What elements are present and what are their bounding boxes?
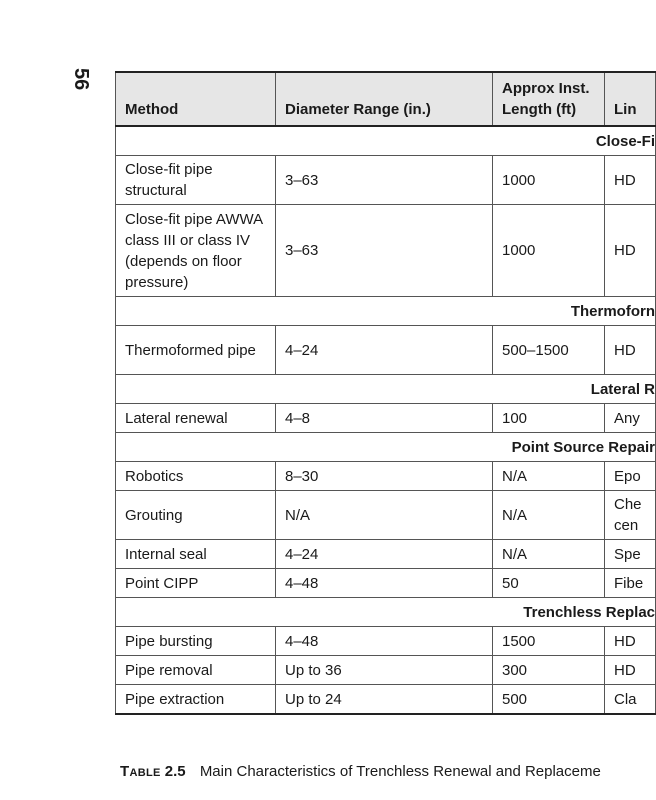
header-method: Method	[116, 72, 276, 126]
cell-method: Robotics	[116, 462, 276, 491]
table-row	[116, 205, 656, 297]
cell-length: N/A	[493, 462, 605, 491]
table-row	[116, 462, 656, 491]
table-row	[116, 326, 656, 375]
cell-length: 300	[493, 656, 605, 685]
cell-liner: HD	[605, 156, 656, 205]
header-approx-length: Approx Inst. Length (ft)	[493, 72, 605, 126]
cell-length: 500	[493, 685, 605, 715]
caption-text: Main Characteristics of Trenchless Renewal and Replaceme	[199, 763, 601, 780]
cell-liner: HD	[605, 205, 656, 297]
cell-length: N/A	[493, 540, 605, 569]
cell-liner: Fibe	[605, 569, 656, 598]
cell-liner: Any	[605, 404, 656, 433]
cell-diameter: 4–24	[276, 326, 493, 375]
table-row	[116, 156, 656, 205]
cell-liner: Spe	[605, 540, 656, 569]
table-row	[116, 569, 656, 598]
cell-liner: HD	[605, 627, 656, 656]
caption-number: 2.5	[164, 763, 186, 780]
table-row	[116, 627, 656, 656]
table-row	[116, 656, 656, 685]
section-row	[116, 598, 656, 627]
table-row	[116, 540, 656, 569]
cell-length: 1000	[493, 156, 605, 205]
cell-method: Internal seal	[116, 540, 276, 569]
cell-diameter: 3–63	[276, 205, 493, 297]
cell-diameter: Up to 24	[276, 685, 493, 715]
section-row	[116, 375, 656, 404]
page-number: 56	[70, 68, 92, 91]
cell-method: Close-fit pipe AWWA class III or class IV (depends on floor pressure)	[116, 205, 276, 297]
cell-length: 50	[493, 569, 605, 598]
cell-method: Grouting	[116, 491, 276, 540]
cell-liner: HD	[605, 656, 656, 685]
section-row	[116, 297, 656, 326]
table-row	[116, 491, 656, 540]
cell-diameter: 4–48	[276, 627, 493, 656]
header-liner: Lin	[605, 72, 656, 126]
cell-method: Close-fit pipe structural	[116, 156, 276, 205]
cell-method: Point CIPP	[116, 569, 276, 598]
cell-length: 500–1500	[493, 326, 605, 375]
cell-diameter: 4–24	[276, 540, 493, 569]
section-title: Lateral R	[116, 375, 656, 404]
cell-diameter: N/A	[276, 491, 493, 540]
caption-label: Table	[120, 763, 161, 780]
table-body	[116, 126, 656, 714]
cell-diameter: 4–8	[276, 404, 493, 433]
cell-liner: Che cen	[605, 491, 656, 540]
cell-diameter: 4–48	[276, 569, 493, 598]
cell-diameter: 3–63	[276, 156, 493, 205]
header-diameter-range: Diameter Range (in.)	[276, 72, 493, 126]
section-title: Close-Fi	[116, 126, 656, 156]
section-row	[116, 433, 656, 462]
cell-liner: HD	[605, 326, 656, 375]
characteristics-table	[115, 71, 655, 715]
table-header-row	[116, 72, 656, 126]
cell-length: 1000	[493, 205, 605, 297]
table-row	[116, 404, 656, 433]
section-title: Trenchless Replac	[116, 598, 656, 627]
cell-method: Pipe removal	[116, 656, 276, 685]
cell-length: 100	[493, 404, 605, 433]
section-title: Thermoforn	[116, 297, 656, 326]
table-caption	[120, 763, 601, 780]
cell-liner: Cla	[605, 685, 656, 715]
cell-method: Pipe extraction	[116, 685, 276, 715]
cell-liner: Epo	[605, 462, 656, 491]
cell-method: Lateral renewal	[116, 404, 276, 433]
cell-method: Pipe bursting	[116, 627, 276, 656]
section-row	[116, 126, 656, 156]
section-title: Point Source Repair	[116, 433, 656, 462]
table-row	[116, 685, 656, 715]
cell-diameter: Up to 36	[276, 656, 493, 685]
cell-length: 1500	[493, 627, 605, 656]
cell-length: N/A	[493, 491, 605, 540]
cell-diameter: 8–30	[276, 462, 493, 491]
cell-method: Thermoformed pipe	[116, 326, 276, 375]
